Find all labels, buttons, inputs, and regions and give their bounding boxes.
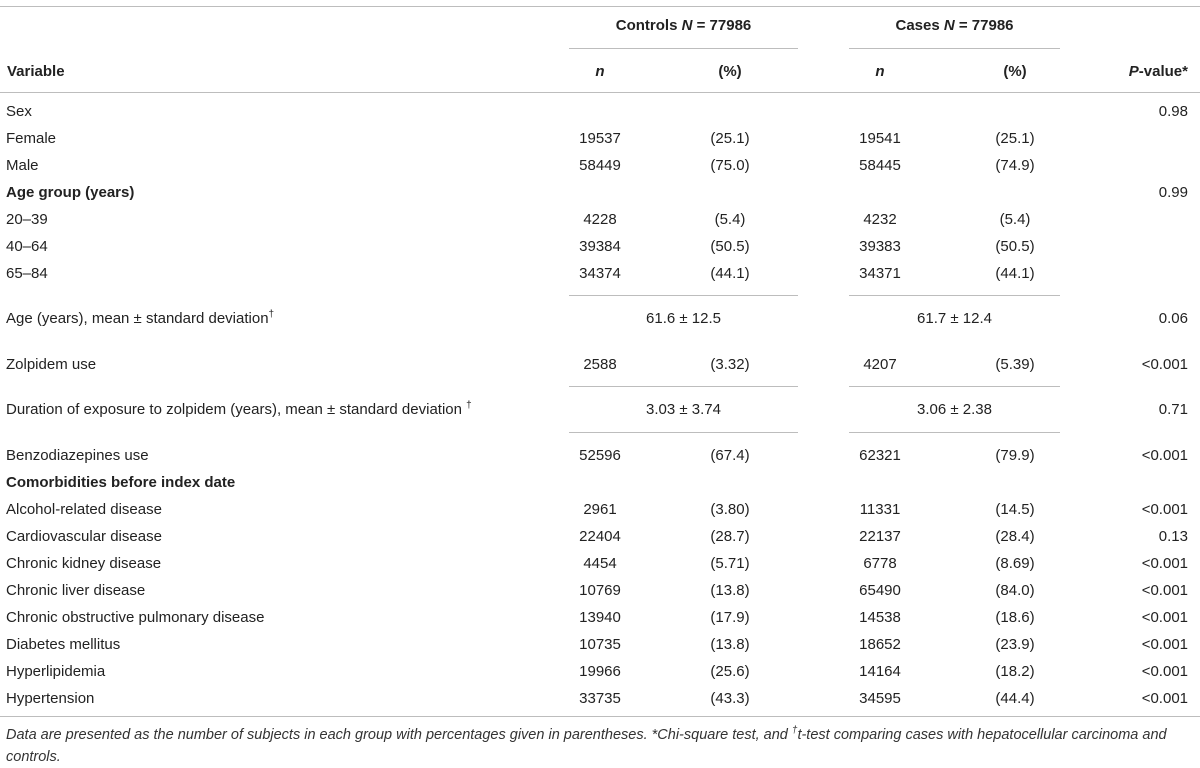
p-value: <0.001 bbox=[1141, 690, 1188, 707]
p-value: <0.001 bbox=[1141, 356, 1188, 373]
controls-pct: (13.8) bbox=[710, 582, 750, 599]
row-label bbox=[6, 609, 264, 627]
cases-pct: (5.4) bbox=[999, 211, 1031, 228]
row-label-text: Alcohol-related disease bbox=[6, 501, 162, 518]
cases-span-rule bbox=[849, 295, 1060, 296]
cases-mean-sd: 61.7 ± 12.4 bbox=[917, 310, 992, 327]
cases-pct: (44.4) bbox=[995, 690, 1035, 707]
cases-n: 58445 bbox=[859, 157, 901, 174]
row-label bbox=[6, 555, 161, 573]
p-value: 0.06 bbox=[1158, 310, 1188, 327]
row-label bbox=[6, 690, 94, 708]
cases-span-rule bbox=[849, 48, 1060, 49]
cases-pct: (5.39) bbox=[995, 356, 1035, 373]
controls-n: 13940 bbox=[579, 609, 621, 626]
bottom-rule bbox=[0, 716, 1200, 717]
cases-n: 19541 bbox=[859, 130, 901, 147]
row-label bbox=[6, 356, 96, 374]
header-rule bbox=[0, 92, 1200, 93]
controls-n: 2588 bbox=[583, 356, 617, 373]
controls-span-rule bbox=[569, 386, 798, 387]
cases-span-rule bbox=[849, 432, 1060, 433]
row-label-text: Sex bbox=[6, 103, 32, 120]
p-value: 0.13 bbox=[1158, 528, 1188, 545]
controls-n: 19537 bbox=[579, 130, 621, 147]
controls-pct: (5.4) bbox=[714, 211, 746, 228]
controls-pct: (13.8) bbox=[710, 636, 750, 653]
p-value: <0.001 bbox=[1141, 609, 1188, 626]
controls-span-rule bbox=[569, 48, 798, 49]
controls-n: 52596 bbox=[579, 447, 621, 464]
row-label-text: Duration of exposure to zolpidem (years), mean ± standard deviation bbox=[6, 401, 467, 418]
section-heading bbox=[6, 474, 235, 492]
controls-n: 10735 bbox=[579, 636, 621, 653]
row-label bbox=[6, 211, 48, 229]
controls-n: 2961 bbox=[583, 501, 617, 518]
controls-n: 58449 bbox=[579, 157, 621, 174]
controls-n: 4454 bbox=[583, 555, 617, 572]
p-value: 0.71 bbox=[1158, 401, 1188, 418]
row-label bbox=[6, 310, 274, 328]
row-label bbox=[6, 130, 56, 148]
cases-n: 14164 bbox=[859, 663, 901, 680]
row-label bbox=[6, 401, 472, 419]
cases-n: 6778 bbox=[863, 555, 897, 572]
controls-mean-sd: 61.6 ± 12.5 bbox=[646, 310, 721, 327]
cases-n: 4207 bbox=[863, 356, 897, 373]
col-header-controls-pct: (%) bbox=[718, 63, 742, 80]
controls-n: 4228 bbox=[583, 211, 617, 228]
row-label-text: Hyperlipidemia bbox=[6, 663, 106, 680]
controls-pct: (25.6) bbox=[710, 663, 750, 680]
controls-pct: (67.4) bbox=[710, 447, 750, 464]
row-label bbox=[6, 582, 145, 600]
controls-pct: (5.71) bbox=[710, 555, 750, 572]
cases-pct: (18.2) bbox=[995, 663, 1035, 680]
section-heading bbox=[6, 184, 134, 202]
row-label-text: Chronic obstructive pulmonary disease bbox=[6, 609, 265, 626]
cases-pct: (50.5) bbox=[995, 238, 1035, 255]
row-label-text: 65–84 bbox=[6, 265, 48, 282]
row-label-text: Female bbox=[6, 130, 57, 147]
row-label bbox=[6, 528, 162, 546]
col-header-controls-n: n bbox=[595, 63, 605, 80]
table-footnote: Data are presented as the number of subjects in each group with percentages given in parentheses. *Chi-square test, and †t-test comparing cases with hepatocellular carcinoma and controls. bbox=[6, 725, 1167, 765]
col-header-pvalue: P-value* bbox=[1128, 63, 1188, 80]
controls-n: 19966 bbox=[579, 663, 621, 680]
controls-n: 33735 bbox=[579, 690, 621, 707]
col-header-variable: Variable bbox=[7, 63, 65, 80]
cases-span-rule bbox=[849, 386, 1060, 387]
cases-n: 22137 bbox=[859, 528, 901, 545]
cases-pct: (79.9) bbox=[995, 447, 1035, 464]
cases-pct: (8.69) bbox=[995, 555, 1035, 572]
cases-n: 34595 bbox=[859, 690, 901, 707]
controls-pct: (17.9) bbox=[710, 609, 750, 626]
controls-pct: (44.1) bbox=[710, 265, 750, 282]
p-value: 0.99 bbox=[1158, 184, 1188, 201]
row-label-text: Chronic kidney disease bbox=[6, 555, 162, 572]
row-label-text: Comorbidities before index date bbox=[6, 474, 236, 491]
cases-n: 34371 bbox=[859, 265, 901, 282]
p-value: <0.001 bbox=[1141, 501, 1188, 518]
footnote-marker: † bbox=[466, 400, 472, 411]
row-label bbox=[6, 636, 120, 654]
cases-n: 11331 bbox=[859, 501, 901, 518]
cases-pct: (25.1) bbox=[995, 130, 1035, 147]
controls-n: 39384 bbox=[579, 238, 621, 255]
controls-pct: (43.3) bbox=[710, 690, 750, 707]
row-label bbox=[6, 663, 105, 681]
cases-pct: (23.9) bbox=[995, 636, 1035, 653]
row-label-text: Age group (years) bbox=[6, 184, 135, 201]
cases-n: 4232 bbox=[863, 211, 897, 228]
p-value: <0.001 bbox=[1141, 582, 1188, 599]
cases-n: 39383 bbox=[859, 238, 901, 255]
row-label-text: Male bbox=[6, 157, 39, 174]
col-header-cases-pct: (%) bbox=[1003, 63, 1027, 80]
row-label-text: 20–39 bbox=[6, 211, 48, 228]
p-value: <0.001 bbox=[1141, 447, 1188, 464]
row-label-text: Benzodiazepines use bbox=[6, 447, 149, 464]
controls-pct: (3.80) bbox=[710, 501, 750, 518]
row-label-text: 40–64 bbox=[6, 238, 48, 255]
cases-pct: (74.9) bbox=[995, 157, 1035, 174]
p-value: <0.001 bbox=[1141, 663, 1188, 680]
cases-n: 14538 bbox=[859, 609, 901, 626]
row-label-text: Chronic liver disease bbox=[6, 582, 146, 599]
group-header-controls: Controls N = 77986 bbox=[615, 17, 752, 34]
cases-mean-sd: 3.06 ± 2.38 bbox=[917, 401, 992, 418]
cases-pct: (28.4) bbox=[995, 528, 1035, 545]
controls-pct: (50.5) bbox=[710, 238, 750, 255]
cases-pct: (84.0) bbox=[995, 582, 1035, 599]
row-label bbox=[6, 501, 162, 519]
p-value: <0.001 bbox=[1141, 555, 1188, 572]
row-label-text: Zolpidem use bbox=[6, 356, 97, 373]
p-value: 0.98 bbox=[1158, 103, 1188, 120]
controls-pct: (75.0) bbox=[710, 157, 750, 174]
cases-n: 18652 bbox=[859, 636, 901, 653]
col-header-cases-n: n bbox=[875, 63, 885, 80]
row-label bbox=[6, 447, 149, 465]
row-label-text: Cardiovascular disease bbox=[6, 528, 162, 545]
group-header-cases: Cases N = 77986 bbox=[895, 17, 1014, 34]
cases-n: 65490 bbox=[859, 582, 901, 599]
p-value: <0.001 bbox=[1141, 636, 1188, 653]
row-label bbox=[6, 238, 48, 256]
controls-n: 34374 bbox=[579, 265, 621, 282]
cases-pct: (14.5) bbox=[995, 501, 1035, 518]
controls-span-rule bbox=[569, 432, 798, 433]
controls-n: 10769 bbox=[579, 582, 621, 599]
cases-pct: (44.1) bbox=[995, 265, 1035, 282]
row-label bbox=[6, 103, 32, 121]
cases-pct: (18.6) bbox=[995, 609, 1035, 626]
footnote-marker: † bbox=[268, 309, 275, 320]
controls-n: 22404 bbox=[579, 528, 621, 545]
controls-pct: (28.7) bbox=[710, 528, 750, 545]
cases-n: 62321 bbox=[859, 447, 901, 464]
row-label bbox=[6, 157, 39, 175]
row-label-text: Hypertension bbox=[6, 690, 95, 707]
controls-pct: (25.1) bbox=[710, 130, 750, 147]
row-label-text: Age (years), mean ± standard deviation bbox=[6, 310, 269, 327]
row-label bbox=[6, 265, 48, 283]
controls-pct: (3.32) bbox=[710, 356, 750, 373]
controls-span-rule bbox=[569, 295, 798, 296]
controls-mean-sd: 3.03 ± 3.74 bbox=[646, 401, 721, 418]
row-label-text: Diabetes mellitus bbox=[6, 636, 121, 653]
top-rule bbox=[0, 6, 1200, 7]
